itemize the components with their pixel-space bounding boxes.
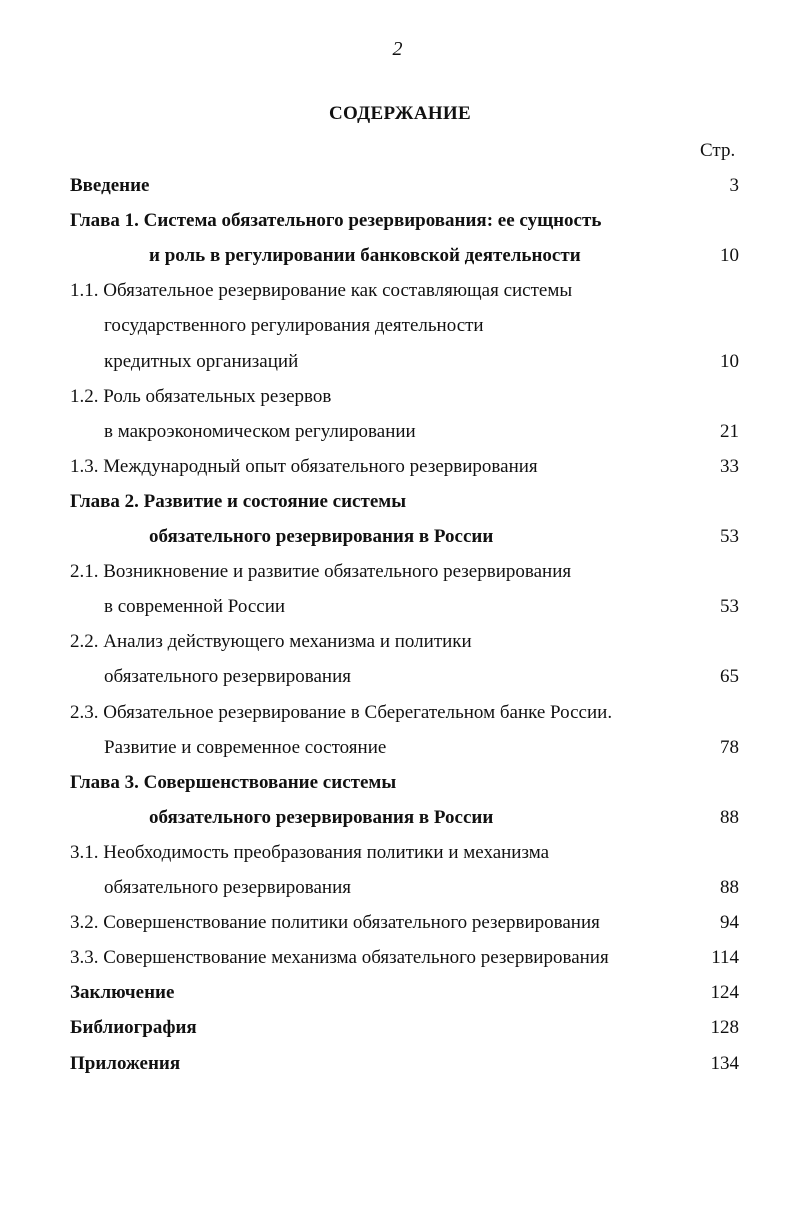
toc-entry-text: государственного регулирования деятельности — [104, 315, 484, 337]
toc-line — [0, 350, 795, 385]
toc-entry-text: 2.3. Обязательное резервирование в Сберегательном банке России. — [70, 701, 613, 723]
toc-line — [0, 876, 795, 911]
toc-line — [0, 174, 795, 209]
toc-line — [0, 209, 795, 244]
toc-entry-text: кредитных организаций — [104, 350, 299, 372]
toc-entry-page: 128 — [710, 1017, 739, 1039]
toc-entry-text: 3.1. Необходимость преобразования политики и механизма — [70, 841, 550, 863]
toc-entry-page: 21 — [720, 420, 739, 442]
toc-entry-text: Глава 2. Развитие и состояние системы — [70, 490, 407, 512]
toc-line — [0, 911, 795, 946]
toc-line — [0, 981, 795, 1016]
toc-entry-page: 124 — [710, 982, 739, 1004]
toc-entry-text: Библиография — [70, 1017, 197, 1039]
toc-entry-page: 53 — [720, 596, 739, 618]
toc-entry-page: 65 — [720, 666, 739, 688]
toc-entry-text: 1.3. Международный опыт обязательного резервирования — [70, 455, 538, 477]
toc-line — [0, 279, 795, 314]
toc-line — [0, 630, 795, 665]
toc-line — [0, 455, 795, 490]
toc-entry-text: обязательного резервирования — [104, 877, 351, 898]
toc-entry-page: 88 — [720, 877, 739, 898]
toc-entry-text: в макроэкономическом регулировании — [104, 420, 416, 442]
toc-line — [0, 841, 795, 876]
page-column-label: Стр. — [700, 140, 736, 161]
toc-line — [0, 385, 795, 420]
toc-entry-text: Глава 1. Система обязательного резервирования: ее сущность — [70, 210, 602, 232]
toc-entry-text: обязательного резервирования в России — [149, 526, 494, 547]
toc-entry-text: и роль в регулировании банковской деятельности — [149, 245, 581, 267]
toc-line — [0, 314, 795, 349]
toc-entry-page: 3 — [729, 175, 739, 196]
page-number: 2 — [392, 38, 403, 60]
toc-entry-page: 94 — [720, 912, 739, 934]
toc-entry-page: 10 — [720, 245, 739, 267]
toc-line — [0, 946, 795, 981]
toc-entry-text: в современной России — [104, 596, 286, 618]
toc-entry-text: обязательного резервирования — [104, 666, 351, 688]
toc-entry-text: 1.2. Роль обязательных резервов — [70, 385, 332, 407]
toc-entry-text: Введение — [70, 175, 150, 196]
toc-line — [0, 1052, 795, 1087]
toc-line — [0, 525, 795, 560]
toc-entry-page: 88 — [720, 806, 739, 828]
toc-entry-text: 2.2. Анализ действующего механизма и политики — [70, 631, 472, 653]
toc-entry-text: Развитие и современное состояние — [104, 736, 387, 758]
toc-entry-text: 1.1. Обязательное резервирование как составляющая системы — [70, 280, 573, 302]
toc-entry-page: 33 — [720, 455, 739, 477]
toc-line — [0, 490, 795, 525]
toc-line — [0, 420, 795, 455]
toc-line — [0, 244, 795, 279]
toc-line — [0, 665, 795, 700]
toc-entry-text: 3.3. Совершенствование механизма обязательного резервирования — [70, 947, 609, 969]
toc-line — [0, 806, 795, 841]
toc-line — [0, 701, 795, 736]
toc-line — [0, 595, 795, 630]
toc-line — [0, 771, 795, 806]
toc-entry-text: Заключение — [70, 982, 175, 1004]
toc-entry-page: 53 — [720, 526, 739, 547]
toc-entry-text: 2.1. Возникновение и развитие обязательного резервирования — [70, 561, 572, 583]
page-title: СОДЕРЖАНИЕ — [329, 103, 471, 124]
toc-line — [0, 736, 795, 771]
toc-entry-page: 10 — [720, 350, 739, 372]
toc-entry-page: 78 — [720, 736, 739, 758]
toc-line — [0, 1016, 795, 1051]
toc-line — [0, 560, 795, 595]
toc-entry-text: 3.2. Совершенствование политики обязательного резервирования — [70, 912, 600, 934]
toc-entry-text: Глава 3. Совершенствование системы — [70, 771, 397, 793]
toc-entry-page: 134 — [710, 1052, 739, 1074]
toc-entry-page: 114 — [711, 947, 739, 969]
toc-entry-text: Приложения — [70, 1052, 181, 1074]
toc-entry-text: обязательного резервирования в России — [149, 806, 494, 828]
